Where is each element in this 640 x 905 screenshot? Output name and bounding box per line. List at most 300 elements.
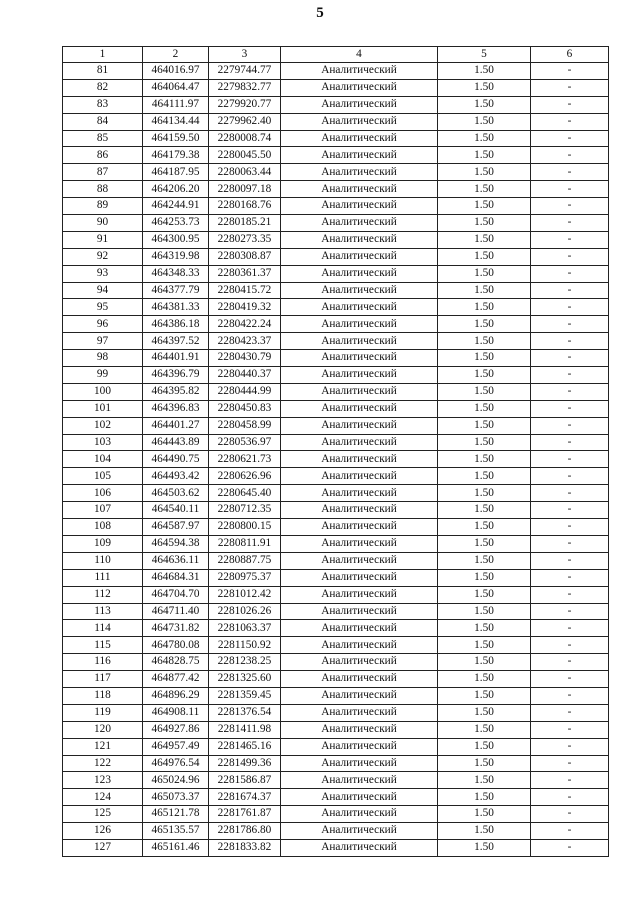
table-row: [63, 586, 609, 603]
method-cell: Аналитический: [281, 823, 438, 840]
point-number-cell: 103: [63, 434, 143, 451]
accuracy-cell: 1.50: [438, 434, 531, 451]
point-number-cell: 115: [63, 637, 143, 654]
method-cell: Аналитический: [281, 417, 438, 434]
accuracy-cell: 1.50: [438, 231, 531, 248]
method-cell: Аналитический: [281, 333, 438, 350]
method-cell: Аналитический: [281, 181, 438, 198]
column-header-4: 4: [281, 47, 438, 63]
table-row: [63, 198, 609, 215]
point-number-cell: 111: [63, 569, 143, 586]
accuracy-cell: 1.50: [438, 299, 531, 316]
accuracy-cell: 1.50: [438, 451, 531, 468]
point-number-cell: 114: [63, 620, 143, 637]
x-coordinate-cell: 464206.20: [143, 181, 209, 198]
method-cell: Аналитический: [281, 721, 438, 738]
x-coordinate-cell: 464377.79: [143, 282, 209, 299]
table-row: [63, 367, 609, 384]
point-number-cell: 86: [63, 147, 143, 164]
x-coordinate-cell: 464704.70: [143, 586, 209, 603]
note-cell: -: [531, 181, 609, 198]
table-row: [63, 350, 609, 367]
method-cell: Аналитический: [281, 552, 438, 569]
y-coordinate-cell: 2280440.37: [209, 367, 281, 384]
method-cell: Аналитический: [281, 164, 438, 181]
note-cell: -: [531, 215, 609, 232]
x-coordinate-cell: 464401.91: [143, 350, 209, 367]
table-row: [63, 603, 609, 620]
accuracy-cell: 1.50: [438, 823, 531, 840]
note-cell: -: [531, 130, 609, 147]
method-cell: Аналитический: [281, 367, 438, 384]
note-cell: -: [531, 637, 609, 654]
note-cell: -: [531, 164, 609, 181]
accuracy-cell: 1.50: [438, 738, 531, 755]
x-coordinate-cell: 464395.82: [143, 383, 209, 400]
x-coordinate-cell: 464244.91: [143, 198, 209, 215]
accuracy-cell: 1.50: [438, 637, 531, 654]
y-coordinate-cell: 2280097.18: [209, 181, 281, 198]
point-number-cell: 101: [63, 400, 143, 417]
note-cell: -: [531, 535, 609, 552]
x-coordinate-cell: 464828.75: [143, 654, 209, 671]
table-row: [63, 63, 609, 80]
y-coordinate-cell: 2281499.36: [209, 755, 281, 772]
x-coordinate-cell: 465161.46: [143, 839, 209, 856]
note-cell: -: [531, 468, 609, 485]
table-row: [63, 451, 609, 468]
x-coordinate-cell: 464401.27: [143, 417, 209, 434]
point-number-cell: 117: [63, 671, 143, 688]
table-row: [63, 248, 609, 265]
note-cell: -: [531, 147, 609, 164]
accuracy-cell: 1.50: [438, 620, 531, 637]
method-cell: Аналитический: [281, 96, 438, 113]
x-coordinate-cell: 464386.18: [143, 316, 209, 333]
accuracy-cell: 1.50: [438, 333, 531, 350]
point-number-cell: 97: [63, 333, 143, 350]
x-coordinate-cell: 464396.79: [143, 367, 209, 384]
note-cell: -: [531, 823, 609, 840]
table-row: [63, 181, 609, 198]
note-cell: -: [531, 687, 609, 704]
y-coordinate-cell: 2281325.60: [209, 671, 281, 688]
note-cell: -: [531, 671, 609, 688]
y-coordinate-cell: 2281465.16: [209, 738, 281, 755]
y-coordinate-cell: 2280361.37: [209, 265, 281, 282]
accuracy-cell: 1.50: [438, 839, 531, 856]
y-coordinate-cell: 2279962.40: [209, 113, 281, 130]
note-cell: -: [531, 552, 609, 569]
y-coordinate-cell: 2280444.99: [209, 383, 281, 400]
method-cell: Аналитический: [281, 789, 438, 806]
method-cell: Аналитический: [281, 569, 438, 586]
page-number: 5: [316, 5, 324, 21]
point-number-cell: 112: [63, 586, 143, 603]
accuracy-cell: 1.50: [438, 468, 531, 485]
note-cell: -: [531, 248, 609, 265]
point-number-cell: 123: [63, 772, 143, 789]
note-cell: -: [531, 704, 609, 721]
point-number-cell: 85: [63, 130, 143, 147]
method-cell: Аналитический: [281, 198, 438, 215]
note-cell: -: [531, 400, 609, 417]
x-coordinate-cell: 464594.38: [143, 535, 209, 552]
note-cell: -: [531, 198, 609, 215]
note-cell: -: [531, 485, 609, 502]
x-coordinate-cell: 464957.49: [143, 738, 209, 755]
accuracy-cell: 1.50: [438, 181, 531, 198]
table-row: [63, 383, 609, 400]
table-row: [63, 417, 609, 434]
table-row: [63, 265, 609, 282]
table-header: [63, 47, 609, 63]
point-number-cell: 83: [63, 96, 143, 113]
x-coordinate-cell: 465135.57: [143, 823, 209, 840]
note-cell: -: [531, 721, 609, 738]
note-cell: -: [531, 231, 609, 248]
point-number-cell: 99: [63, 367, 143, 384]
method-cell: Аналитический: [281, 519, 438, 536]
point-number-cell: 91: [63, 231, 143, 248]
note-cell: -: [531, 519, 609, 536]
column-header-1: 1: [63, 47, 143, 63]
point-number-cell: 93: [63, 265, 143, 282]
method-cell: Аналитический: [281, 350, 438, 367]
table-row: [63, 215, 609, 232]
table-row: [63, 789, 609, 806]
accuracy-cell: 1.50: [438, 63, 531, 80]
y-coordinate-cell: 2281376.54: [209, 704, 281, 721]
y-coordinate-cell: 2280887.75: [209, 552, 281, 569]
method-cell: Аналитический: [281, 400, 438, 417]
x-coordinate-cell: 465073.37: [143, 789, 209, 806]
method-cell: Аналитический: [281, 147, 438, 164]
method-cell: Аналитический: [281, 451, 438, 468]
x-coordinate-cell: 464319.98: [143, 248, 209, 265]
y-coordinate-cell: 2281238.25: [209, 654, 281, 671]
method-cell: Аналитический: [281, 79, 438, 96]
accuracy-cell: 1.50: [438, 417, 531, 434]
table-row: [63, 755, 609, 772]
accuracy-cell: 1.50: [438, 721, 531, 738]
note-cell: -: [531, 839, 609, 856]
accuracy-cell: 1.50: [438, 316, 531, 333]
accuracy-cell: 1.50: [438, 772, 531, 789]
accuracy-cell: 1.50: [438, 265, 531, 282]
x-coordinate-cell: 464300.95: [143, 231, 209, 248]
y-coordinate-cell: 2280308.87: [209, 248, 281, 265]
note-cell: -: [531, 265, 609, 282]
x-coordinate-cell: 464780.08: [143, 637, 209, 654]
table-row: [63, 535, 609, 552]
y-coordinate-cell: 2280645.40: [209, 485, 281, 502]
method-cell: Аналитический: [281, 755, 438, 772]
point-number-cell: 82: [63, 79, 143, 96]
column-header-5: 5: [438, 47, 531, 63]
accuracy-cell: 1.50: [438, 671, 531, 688]
point-number-cell: 119: [63, 704, 143, 721]
x-coordinate-cell: 464540.11: [143, 502, 209, 519]
method-cell: Аналитический: [281, 316, 438, 333]
point-number-cell: 120: [63, 721, 143, 738]
point-number-cell: 110: [63, 552, 143, 569]
y-coordinate-cell: 2279744.77: [209, 63, 281, 80]
x-coordinate-cell: 464636.11: [143, 552, 209, 569]
method-cell: Аналитический: [281, 231, 438, 248]
accuracy-cell: 1.50: [438, 552, 531, 569]
table-row: [63, 721, 609, 738]
y-coordinate-cell: 2280415.72: [209, 282, 281, 299]
method-cell: Аналитический: [281, 671, 438, 688]
y-coordinate-cell: 2281359.45: [209, 687, 281, 704]
accuracy-cell: 1.50: [438, 198, 531, 215]
note-cell: -: [531, 417, 609, 434]
x-coordinate-cell: 465121.78: [143, 806, 209, 823]
point-number-cell: 84: [63, 113, 143, 130]
method-cell: Аналитический: [281, 772, 438, 789]
y-coordinate-cell: 2280975.37: [209, 569, 281, 586]
table-row: [63, 738, 609, 755]
accuracy-cell: 1.50: [438, 383, 531, 400]
table-row: [63, 434, 609, 451]
y-coordinate-cell: 2281063.37: [209, 620, 281, 637]
point-number-cell: 126: [63, 823, 143, 840]
method-cell: Аналитический: [281, 265, 438, 282]
point-number-cell: 94: [63, 282, 143, 299]
method-cell: Аналитический: [281, 130, 438, 147]
method-cell: Аналитический: [281, 654, 438, 671]
y-coordinate-cell: 2280419.32: [209, 299, 281, 316]
coordinates-table: [62, 46, 609, 857]
accuracy-cell: 1.50: [438, 147, 531, 164]
y-coordinate-cell: 2281761.87: [209, 806, 281, 823]
y-coordinate-cell: 2280450.83: [209, 400, 281, 417]
method-cell: Аналитический: [281, 383, 438, 400]
note-cell: -: [531, 383, 609, 400]
note-cell: -: [531, 299, 609, 316]
accuracy-cell: 1.50: [438, 569, 531, 586]
table-row: [63, 316, 609, 333]
point-number-cell: 96: [63, 316, 143, 333]
method-cell: Аналитический: [281, 839, 438, 856]
accuracy-cell: 1.50: [438, 282, 531, 299]
y-coordinate-cell: 2281026.26: [209, 603, 281, 620]
column-header-3: 3: [209, 47, 281, 63]
point-number-cell: 109: [63, 535, 143, 552]
note-cell: -: [531, 789, 609, 806]
point-number-cell: 87: [63, 164, 143, 181]
accuracy-cell: 1.50: [438, 519, 531, 536]
note-cell: -: [531, 282, 609, 299]
y-coordinate-cell: 2281833.82: [209, 839, 281, 856]
note-cell: -: [531, 806, 609, 823]
table-row: [63, 772, 609, 789]
accuracy-cell: 1.50: [438, 704, 531, 721]
note-cell: -: [531, 620, 609, 637]
y-coordinate-cell: 2280626.96: [209, 468, 281, 485]
point-number-cell: 100: [63, 383, 143, 400]
point-number-cell: 92: [63, 248, 143, 265]
point-number-cell: 89: [63, 198, 143, 215]
method-cell: Аналитический: [281, 468, 438, 485]
method-cell: Аналитический: [281, 738, 438, 755]
x-coordinate-cell: 464587.97: [143, 519, 209, 536]
column-header-6: 6: [531, 47, 609, 63]
method-cell: Аналитический: [281, 282, 438, 299]
y-coordinate-cell: 2280063.44: [209, 164, 281, 181]
x-coordinate-cell: 464348.33: [143, 265, 209, 282]
accuracy-cell: 1.50: [438, 806, 531, 823]
method-cell: Аналитический: [281, 637, 438, 654]
x-coordinate-cell: 464503.62: [143, 485, 209, 502]
y-coordinate-cell: 2280168.76: [209, 198, 281, 215]
table-row: [63, 654, 609, 671]
point-number-cell: 116: [63, 654, 143, 671]
y-coordinate-cell: 2280273.35: [209, 231, 281, 248]
note-cell: -: [531, 333, 609, 350]
x-coordinate-cell: 464684.31: [143, 569, 209, 586]
note-cell: -: [531, 79, 609, 96]
x-coordinate-cell: 464016.97: [143, 63, 209, 80]
y-coordinate-cell: 2280811.91: [209, 535, 281, 552]
x-coordinate-cell: 464253.73: [143, 215, 209, 232]
method-cell: Аналитический: [281, 502, 438, 519]
y-coordinate-cell: 2280458.99: [209, 417, 281, 434]
point-number-cell: 104: [63, 451, 143, 468]
note-cell: -: [531, 350, 609, 367]
point-number-cell: 121: [63, 738, 143, 755]
table-row: [63, 333, 609, 350]
table-row: [63, 299, 609, 316]
y-coordinate-cell: 2280045.50: [209, 147, 281, 164]
table-body: [63, 63, 609, 857]
accuracy-cell: 1.50: [438, 603, 531, 620]
accuracy-cell: 1.50: [438, 654, 531, 671]
point-number-cell: 118: [63, 687, 143, 704]
note-cell: -: [531, 451, 609, 468]
x-coordinate-cell: 464927.86: [143, 721, 209, 738]
method-cell: Аналитический: [281, 434, 438, 451]
x-coordinate-cell: 464731.82: [143, 620, 209, 637]
table-row: [63, 164, 609, 181]
note-cell: -: [531, 113, 609, 130]
point-number-cell: 90: [63, 215, 143, 232]
point-number-cell: 98: [63, 350, 143, 367]
x-coordinate-cell: 464493.42: [143, 468, 209, 485]
y-coordinate-cell: 2280422.24: [209, 316, 281, 333]
table-row: [63, 282, 609, 299]
point-number-cell: 81: [63, 63, 143, 80]
table-row: [63, 113, 609, 130]
point-number-cell: 127: [63, 839, 143, 856]
note-cell: -: [531, 772, 609, 789]
table-row: [63, 569, 609, 586]
y-coordinate-cell: 2279920.77: [209, 96, 281, 113]
x-coordinate-cell: 464396.83: [143, 400, 209, 417]
method-cell: Аналитический: [281, 603, 438, 620]
note-cell: -: [531, 367, 609, 384]
table-row: [63, 519, 609, 536]
point-number-cell: 95: [63, 299, 143, 316]
accuracy-cell: 1.50: [438, 96, 531, 113]
method-cell: Аналитический: [281, 248, 438, 265]
y-coordinate-cell: 2280536.97: [209, 434, 281, 451]
x-coordinate-cell: 464877.42: [143, 671, 209, 688]
accuracy-cell: 1.50: [438, 113, 531, 130]
note-cell: -: [531, 569, 609, 586]
table-row: [63, 79, 609, 96]
y-coordinate-cell: 2281586.87: [209, 772, 281, 789]
x-coordinate-cell: 464896.29: [143, 687, 209, 704]
y-coordinate-cell: 2280008.74: [209, 130, 281, 147]
method-cell: Аналитический: [281, 215, 438, 232]
table-row: [63, 687, 609, 704]
x-coordinate-cell: 464134.44: [143, 113, 209, 130]
y-coordinate-cell: 2281786.80: [209, 823, 281, 840]
x-coordinate-cell: 464064.47: [143, 79, 209, 96]
method-cell: Аналитический: [281, 485, 438, 502]
y-coordinate-cell: 2281674.37: [209, 789, 281, 806]
header-row: [63, 47, 609, 63]
column-header-2: 2: [143, 47, 209, 63]
accuracy-cell: 1.50: [438, 79, 531, 96]
y-coordinate-cell: 2280800.15: [209, 519, 281, 536]
note-cell: -: [531, 738, 609, 755]
y-coordinate-cell: 2280423.37: [209, 333, 281, 350]
x-coordinate-cell: 465024.96: [143, 772, 209, 789]
method-cell: Аналитический: [281, 704, 438, 721]
y-coordinate-cell: 2280621.73: [209, 451, 281, 468]
table-row: [63, 502, 609, 519]
y-coordinate-cell: 2281411.98: [209, 721, 281, 738]
note-cell: -: [531, 434, 609, 451]
table-row: [63, 485, 609, 502]
accuracy-cell: 1.50: [438, 485, 531, 502]
method-cell: Аналитический: [281, 620, 438, 637]
table-row: [63, 704, 609, 721]
x-coordinate-cell: 464381.33: [143, 299, 209, 316]
y-coordinate-cell: 2281012.42: [209, 586, 281, 603]
y-coordinate-cell: 2280712.35: [209, 502, 281, 519]
accuracy-cell: 1.50: [438, 164, 531, 181]
x-coordinate-cell: 464443.89: [143, 434, 209, 451]
method-cell: Аналитический: [281, 586, 438, 603]
point-number-cell: 113: [63, 603, 143, 620]
accuracy-cell: 1.50: [438, 215, 531, 232]
note-cell: -: [531, 654, 609, 671]
x-coordinate-cell: 464179.38: [143, 147, 209, 164]
point-number-cell: 106: [63, 485, 143, 502]
point-number-cell: 102: [63, 417, 143, 434]
table-row: [63, 147, 609, 164]
method-cell: Аналитический: [281, 535, 438, 552]
table-row: [63, 552, 609, 569]
y-coordinate-cell: 2280430.79: [209, 350, 281, 367]
accuracy-cell: 1.50: [438, 350, 531, 367]
x-coordinate-cell: 464187.95: [143, 164, 209, 181]
note-cell: -: [531, 603, 609, 620]
table-row: [63, 671, 609, 688]
point-number-cell: 108: [63, 519, 143, 536]
accuracy-cell: 1.50: [438, 789, 531, 806]
y-coordinate-cell: 2280185.21: [209, 215, 281, 232]
accuracy-cell: 1.50: [438, 130, 531, 147]
table-row: [63, 96, 609, 113]
accuracy-cell: 1.50: [438, 535, 531, 552]
accuracy-cell: 1.50: [438, 687, 531, 704]
point-number-cell: 105: [63, 468, 143, 485]
